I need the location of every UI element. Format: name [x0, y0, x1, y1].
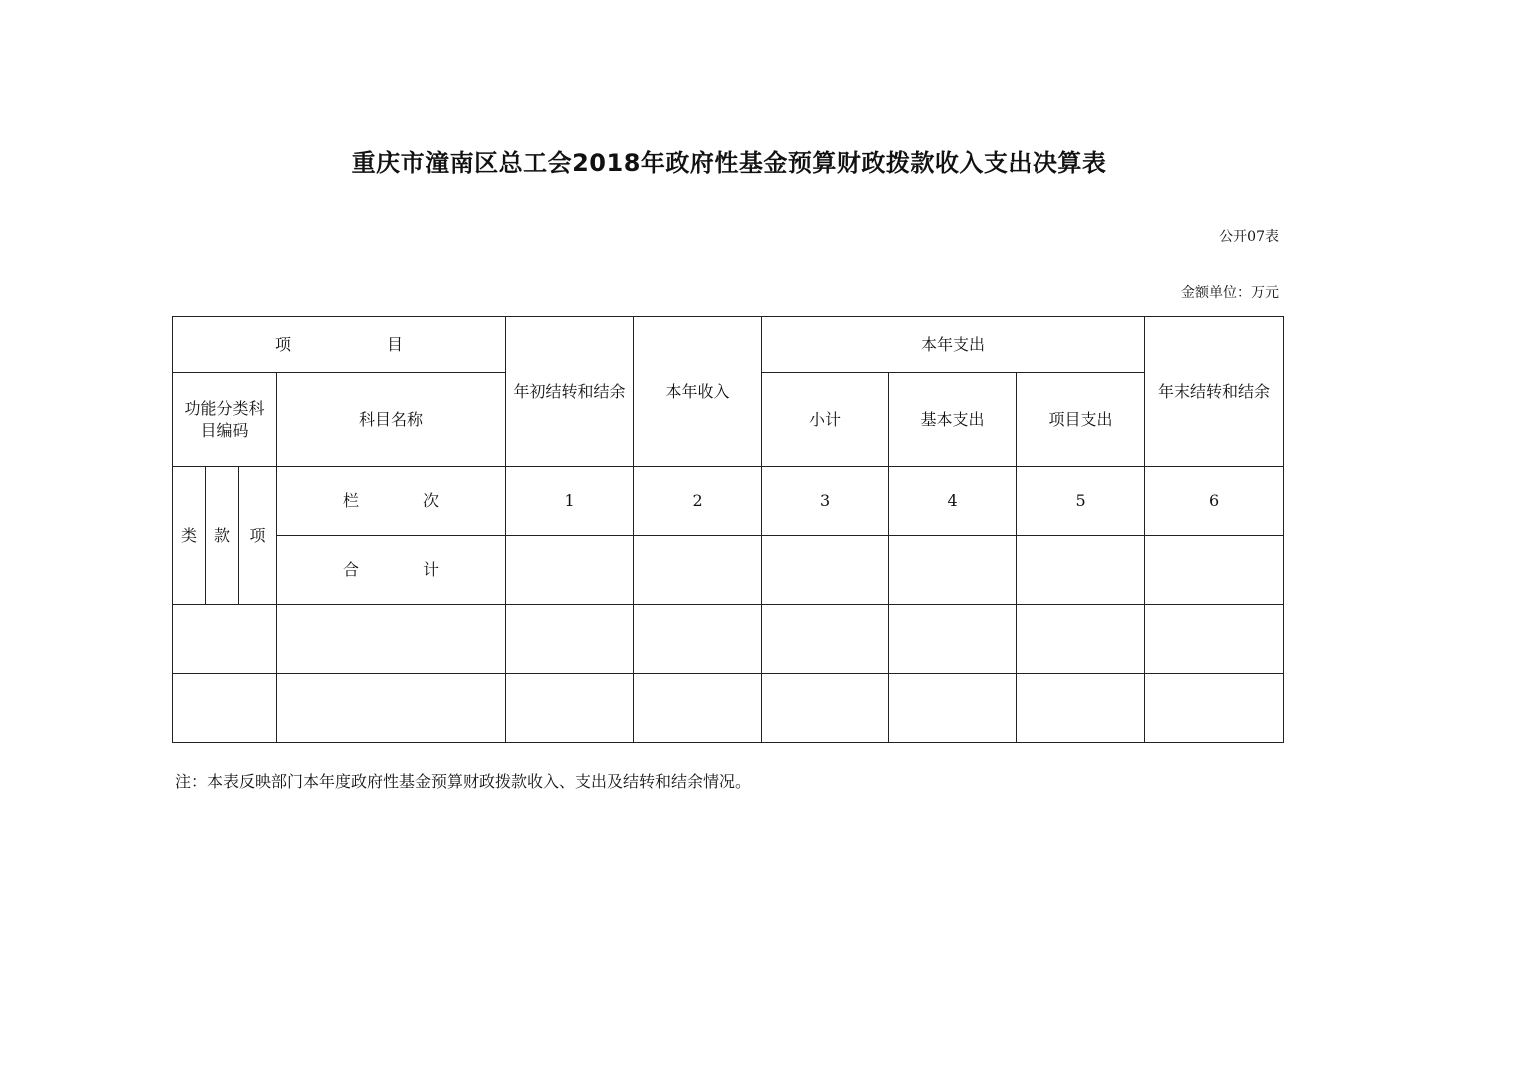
column-label-left: 栏 [343, 491, 360, 510]
column-label [277, 467, 506, 536]
header-xiang: 项 [239, 467, 277, 605]
table-cell [277, 674, 506, 743]
table-cell [277, 605, 506, 674]
budget-table [172, 316, 1284, 743]
total-label-left: 合 [343, 560, 360, 579]
amount-unit: 金额单位：万元 [1181, 285, 1279, 301]
header-item [173, 317, 506, 373]
total-cell [762, 536, 889, 605]
total-cell [889, 536, 1017, 605]
total-cell [506, 536, 634, 605]
column-number-1: 1 [506, 467, 634, 536]
table-cell [1145, 674, 1284, 743]
column-label-right: 次 [423, 491, 440, 510]
page-title: 重庆市潼南区总工会2018年政府性基金预算财政拨款收入支出决算表 [351, 149, 1107, 177]
table-cell [889, 605, 1017, 674]
table-cell [506, 674, 634, 743]
header-basic-expense: 基本支出 [889, 373, 1017, 467]
header-project-expense: 项目支出 [1017, 373, 1145, 467]
column-number-2: 2 [634, 467, 762, 536]
table-cell [762, 674, 889, 743]
column-number-5: 5 [1017, 467, 1145, 536]
table-cell [762, 605, 889, 674]
header-subtotal: 小计 [762, 373, 889, 467]
header-income: 本年收入 [634, 317, 762, 467]
column-number-3: 3 [762, 467, 889, 536]
table-cell [1017, 674, 1145, 743]
table-cell [1017, 605, 1145, 674]
total-label [277, 536, 506, 605]
column-number-4: 4 [889, 467, 1017, 536]
table-row [173, 674, 1284, 743]
table-cell [889, 674, 1017, 743]
table-note: 注：本表反映部门本年度政府性基金预算财政拨款收入、支出及结转和结余情况。 [175, 772, 752, 791]
table-cell [1145, 605, 1284, 674]
header-item-right: 目 [387, 334, 404, 354]
table-cell [173, 605, 277, 674]
total-cell [1017, 536, 1145, 605]
table-cell [173, 674, 277, 743]
table-cell [634, 674, 762, 743]
table-cell [634, 605, 762, 674]
header-lei: 类 [173, 467, 206, 605]
header-kuan: 款 [206, 467, 239, 605]
total-label-right: 计 [423, 560, 440, 579]
header-item-left: 项 [275, 334, 292, 354]
header-subject-name: 科目名称 [277, 373, 506, 467]
table-cell [506, 605, 634, 674]
table-row [173, 605, 1284, 674]
header-func-code: 功能分类科目编码 [173, 373, 277, 467]
header-expense-group: 本年支出 [762, 317, 1145, 373]
total-cell [1145, 536, 1284, 605]
column-number-6: 6 [1145, 467, 1284, 536]
header-begin-balance: 年初结转和结余 [506, 317, 634, 467]
header-end-balance: 年末结转和结余 [1145, 317, 1284, 467]
table-number: 公开07表 [1219, 229, 1279, 245]
total-cell [634, 536, 762, 605]
